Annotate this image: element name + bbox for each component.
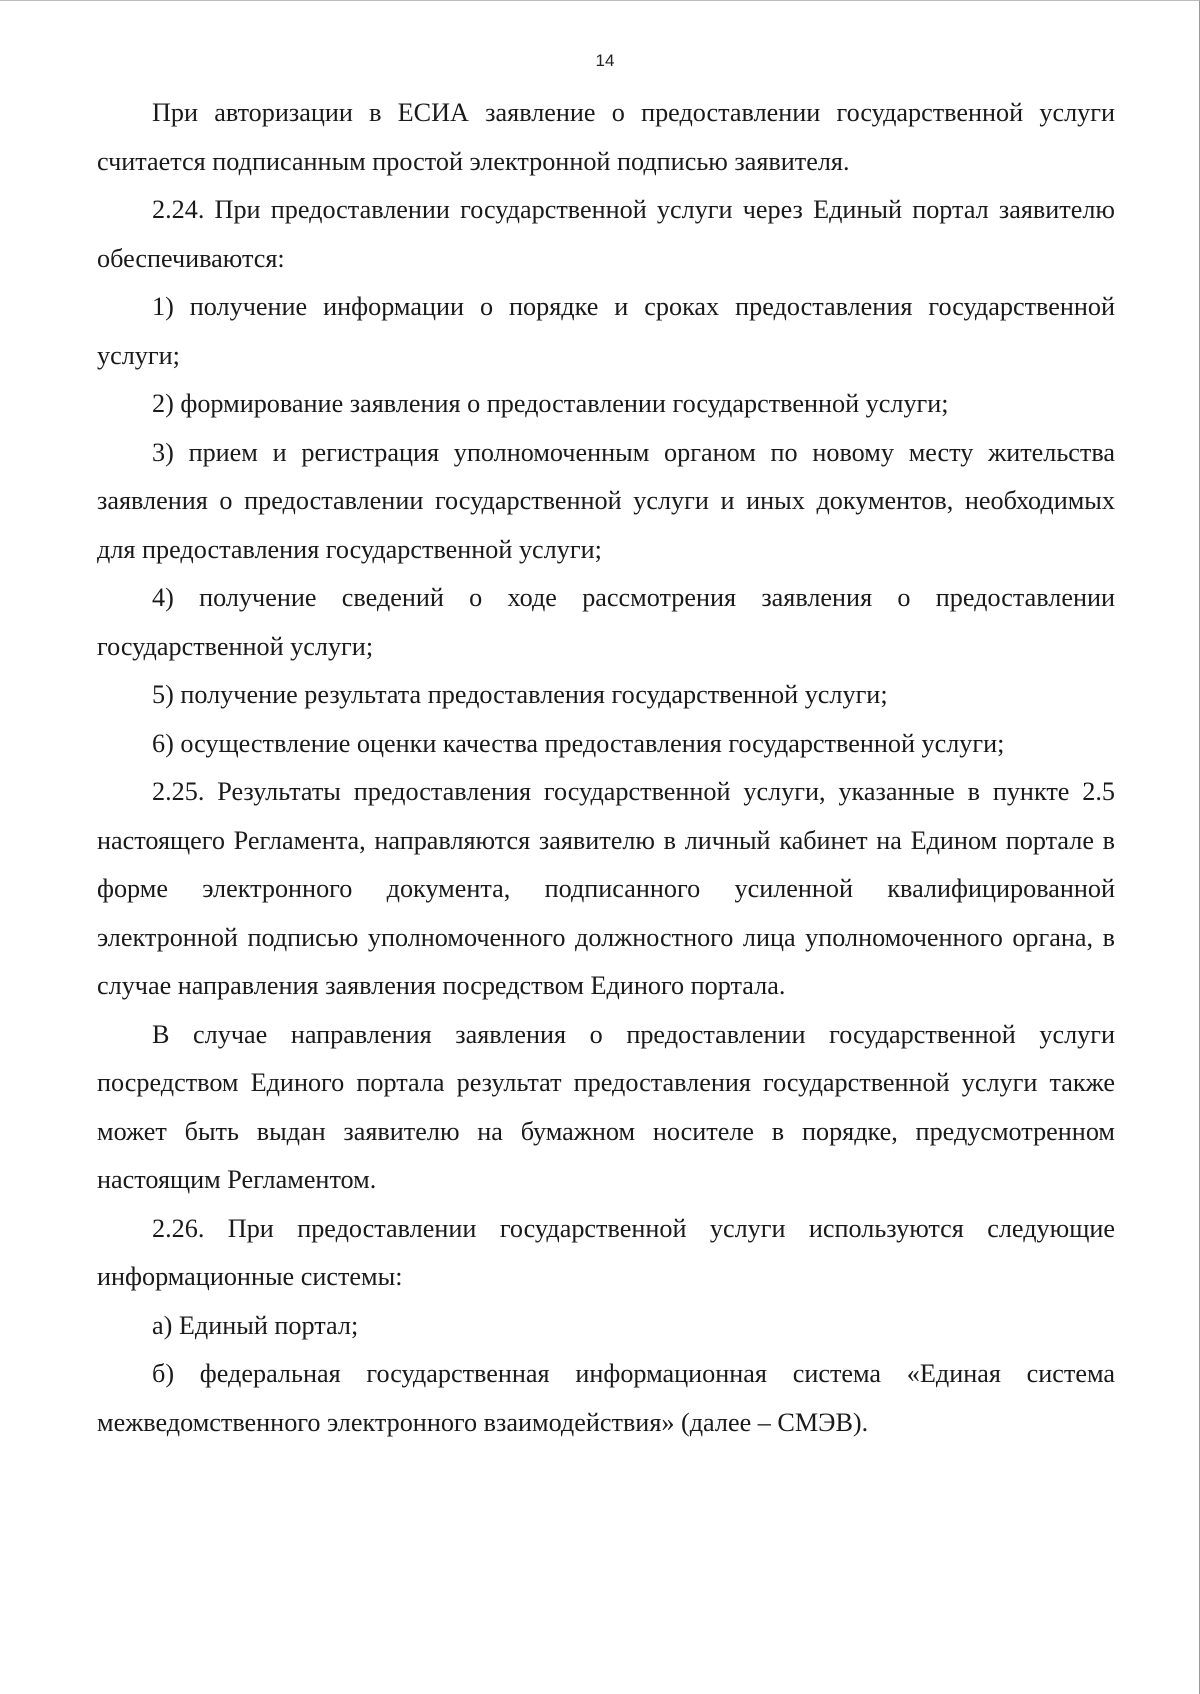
list-item-6: 6) осуществление оценки качества предоставления государственной услуги; [152, 728, 1005, 758]
paragraph-esia-signature: При авторизации в ЕСИА заявление о предоставлении государственной услуги считается подписанным простой электронной подписью заявителя. [97, 98, 1115, 176]
list-item-3: 3) прием и регистрация уполномоченным органом по новому месту жительства заявления о предоставлении государственной услуги и иных документов, необходимых для предоставления государственной услуги; [97, 437, 1115, 564]
paragraph-2-25: 2.25. Результаты предоставления государственной услуги, указанные в пункте 2.5 настоящего Регламента, направляются заявителю в личный кабинет на Едином портале в форме электронного документа, подписанного усиленной квалифицированной электронной подписью уполномоченного должностного лица уполномоченного органа, в случае направления заявления посредством Единого портала. [97, 777, 1115, 1000]
list-item-a: а) Единый портал; [152, 1310, 359, 1340]
list-item-4: 4) получение сведений о ходе рассмотрения заявления о предоставлении государственной услуги; [97, 583, 1115, 661]
list-item-5: 5) получение результата предоставления государственной услуги; [152, 680, 888, 709]
paragraph-2-24: 2.24. При предоставлении государственной услуги через Единый портал заявителю обеспечиваются: [97, 195, 1115, 273]
list-item-2: 2) формирование заявления о предоставлении государственной услуги; [152, 389, 949, 418]
list-item-b: б) федеральная государственная информационная система «Единая система межведомственного электронного взаимодействия» (далее – СМЭВ). [97, 1359, 1115, 1437]
list-item-1: 1) получение информации о порядке и сроках предоставления государственной услуги; [97, 292, 1115, 370]
document-body [97, 89, 1115, 1447]
paragraph-2-26: 2.26. При предоставлении государственной услуги используются следующие информационные системы: [97, 1213, 1115, 1291]
paragraph-paper-result: В случае направления заявления о предоставлении государственной услуги посредством Единого портала результат предоставления государственной услуги также может быть выдан заявителю на бумажном носителе в порядке, предусмотренном настоящим Регламентом. [97, 1019, 1115, 1194]
page-number: 14 [595, 51, 615, 70]
